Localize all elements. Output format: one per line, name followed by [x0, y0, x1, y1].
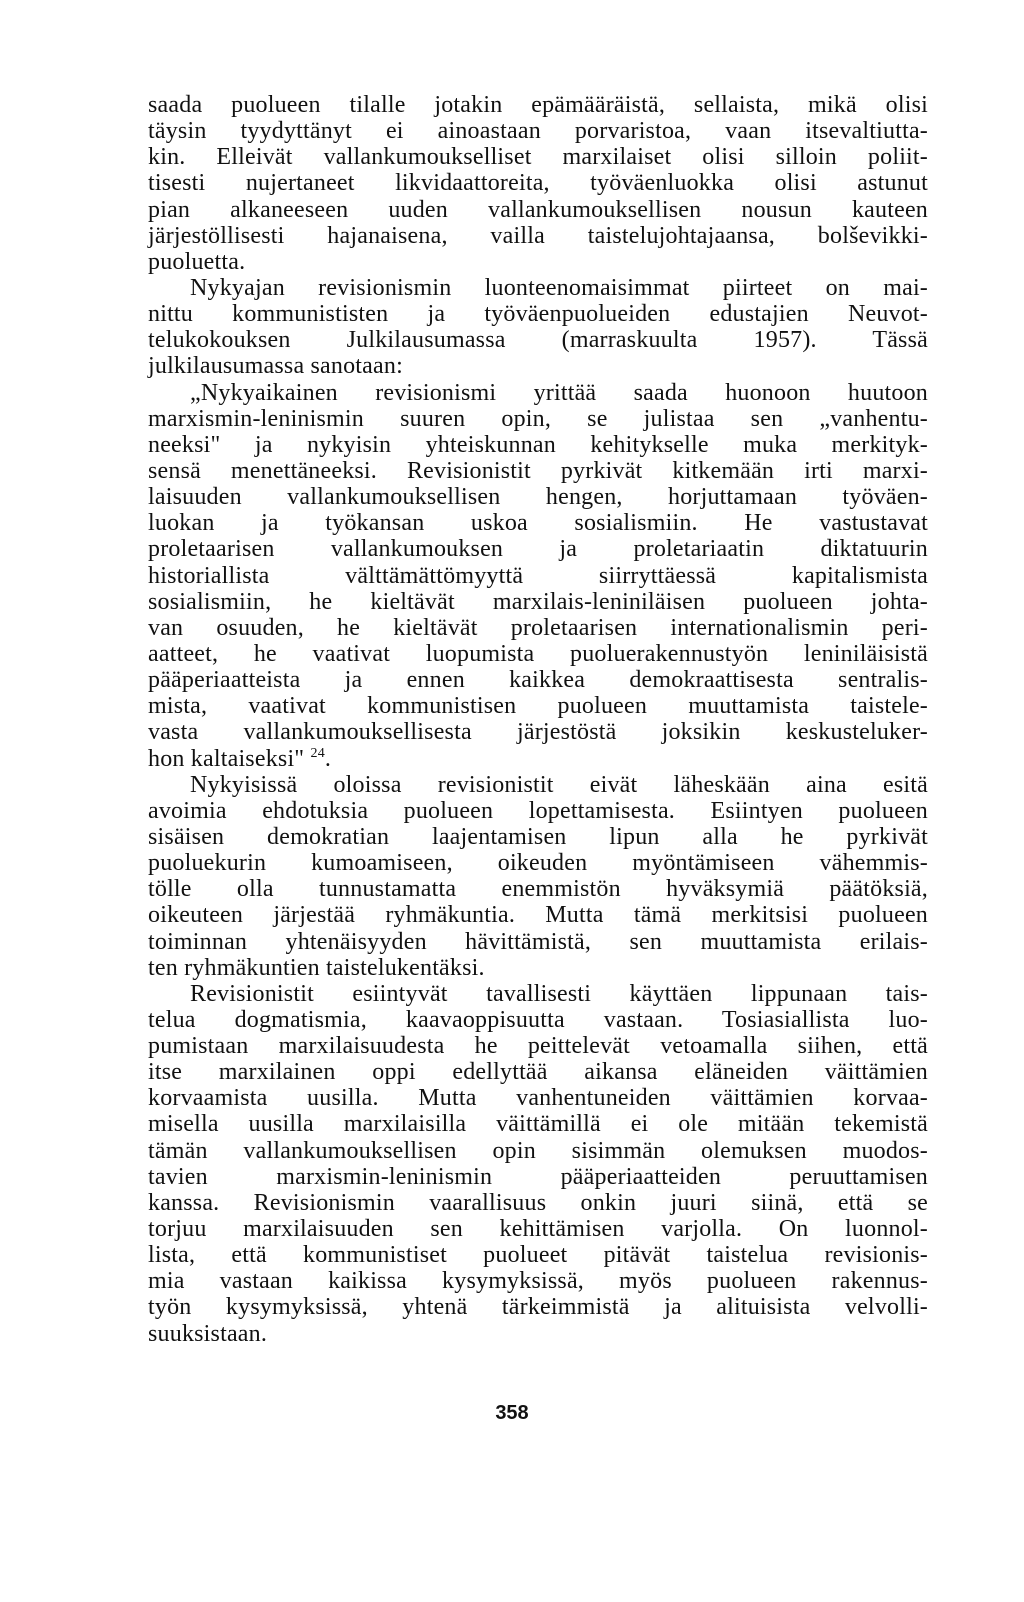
footnote-reference: 24: [310, 745, 325, 761]
text-line: tämän vallankumouksellisen opin sisimmän olemuksen muodos-: [148, 1137, 928, 1164]
text-line: korvaamista uusilla. Mutta vanhentuneiden väittämien korvaa-: [148, 1085, 928, 1112]
text-line: saada puolueen tilalle jotakin epämääräistä, sellaista, mikä olisi: [148, 92, 928, 118]
text-line-text: hon kaltaiseksi": [148, 745, 311, 772]
text-line: suuksistaan.: [148, 1320, 268, 1347]
text-line: Revisionistit esiintyvät tavallisesti käyttäen lippunaan tais-: [190, 980, 928, 1007]
text-line: lista, että kommunistiset puolueet pitävät taistelua revisionis-: [148, 1242, 928, 1269]
text-line: mista, vaativat kommunistisen puolueen muuttamista taistele-: [148, 693, 928, 720]
text-line: ten ryhmäkuntien taistelukentäksi.: [148, 954, 485, 981]
text-line: misella uusilla marxilaisilla väittämillä ei ole mitään tekemistä: [148, 1111, 928, 1138]
text-line: Nykyajan revisionismin luonteenomaisimmat piirteet on mai-: [190, 274, 928, 301]
text-line: puoluetta.: [148, 248, 246, 275]
text-line: avoimia ehdotuksia puolueen lopettamisesta. Esiintyen puolueen: [148, 797, 928, 824]
text-line: vasta vallankumouksellisesta järjestöstä joksikin keskusteluker-: [148, 719, 928, 746]
text-line: toiminnan yhtenäisyyden hävittämistä, sen muuttamista erilais-: [148, 928, 928, 955]
text-line: pumistaan marxilaisuudesta he peittelevät vetoamalla siihen, että: [148, 1033, 928, 1060]
text-line: kanssa. Revisionismin vaarallisuus onkin juuri siinä, että se: [148, 1189, 928, 1216]
paragraph-2: [148, 275, 928, 380]
text-line-with-footnote: [148, 746, 928, 772]
text-line: järjestöllisesti hajanaisena, vailla taistelujohtajaansa, bolševikki-: [148, 222, 928, 249]
text-line: itse marxilainen oppi edellyttää aikansa eläneiden väittämien: [148, 1059, 928, 1086]
text-line: luokan ja työkansan uskoa sosialismiin. He vastustavat: [148, 510, 928, 537]
paragraph-3-quotation: [148, 380, 928, 772]
text-line: telukokouksen Julkilausumassa (marraskuulta 1957). Tässä: [148, 327, 928, 354]
text-line: aatteet, he vaativat luopumista puoluerakennustyön leniniläisistä: [148, 640, 928, 667]
text-line: sosialismiin, he kieltävät marxilais-leniniläisen puolueen johta-: [148, 588, 928, 615]
text-line: Nykyisissä oloissa revisionistit eivät läheskään aina esitä: [190, 771, 928, 798]
text-line: tisesti nujertaneet likvidaattoreita, työväenluokka olisi astunut: [148, 170, 928, 197]
text-line: tavien marxismin-leninismin pääperiaatteiden peruuttamisen: [148, 1163, 928, 1190]
text-line: proletaarisen vallankumouksen ja proletariaatin diktatuurin: [148, 536, 928, 563]
text-line: työn kysymyksissä, yhtenä tärkeimmistä ja alituisista velvolli-: [148, 1294, 928, 1321]
text-line: kin. Elleivät vallankumoukselliset marxilaiset olisi silloin poliit-: [148, 144, 928, 171]
text-line: pääperiaatteista ja ennen kaikkea demokraattisesta sentralis-: [148, 667, 928, 694]
text-line: julkilausumassa sanotaan:: [148, 353, 403, 380]
text-line: pian alkaneeseen uuden vallankumouksellisen nousun kauteen: [148, 196, 928, 223]
paragraph-4: [148, 772, 928, 981]
text-line: oikeuteen järjestää ryhmäkuntia. Mutta tämä merkitsisi puolueen: [148, 902, 928, 929]
text-line: puoluekurin kumoamiseen, oikeuden myöntämiseen vähemmis-: [148, 850, 928, 877]
text-line: sisäisen demokratian laajentamisen lipun alla he pyrkivät: [148, 823, 928, 850]
paragraph-1: [148, 92, 928, 275]
text-line: sensä menettäneeksi. Revisionistit pyrkivät kitkemään irti marxi-: [148, 457, 928, 484]
paragraph-5: [148, 981, 928, 1347]
text-line: historiallista välttämättömyyttä siirryttäessä kapitalismista: [148, 562, 928, 589]
page-number: 358: [495, 1402, 529, 1424]
text-line: tölle olla tunnustamatta enemmistön hyväksymiä päätöksiä,: [148, 876, 928, 903]
text-line-tail: .: [324, 745, 332, 772]
text-line: van osuuden, he kieltävät proletaarisen internationalismin peri-: [148, 614, 928, 641]
text-line: täysin tyydyttänyt ei ainoastaan porvaristoa, vaan itsevaltiutta-: [148, 118, 928, 145]
text-line: „Nykyaikainen revisionismi yrittää saada huonoon huutoon: [190, 379, 928, 406]
body-text: [148, 92, 928, 1347]
text-line: nittu kommunististen ja työväenpuolueiden edustajien Neuvot-: [148, 301, 928, 328]
text-line: mia vastaan kaikissa kysymyksissä, myös puolueen rakennus-: [148, 1268, 928, 1295]
text-line: laisuuden vallankumouksellisen hengen, horjuttamaan työväen-: [148, 484, 928, 511]
text-line: torjuu marxilaisuuden sen kehittämisen varjolla. On luonnol-: [148, 1216, 928, 1243]
text-line: neeksi" ja nykyisin yhteiskunnan kehitykselle muka merkityk-: [148, 431, 928, 458]
text-line: telua dogmatismia, kaavaoppisuutta vastaan. Tosiasiallista luo-: [148, 1006, 928, 1033]
text-line: marxismin-leninismin suuren opin, se julistaa sen „vanhentu-: [148, 405, 928, 432]
